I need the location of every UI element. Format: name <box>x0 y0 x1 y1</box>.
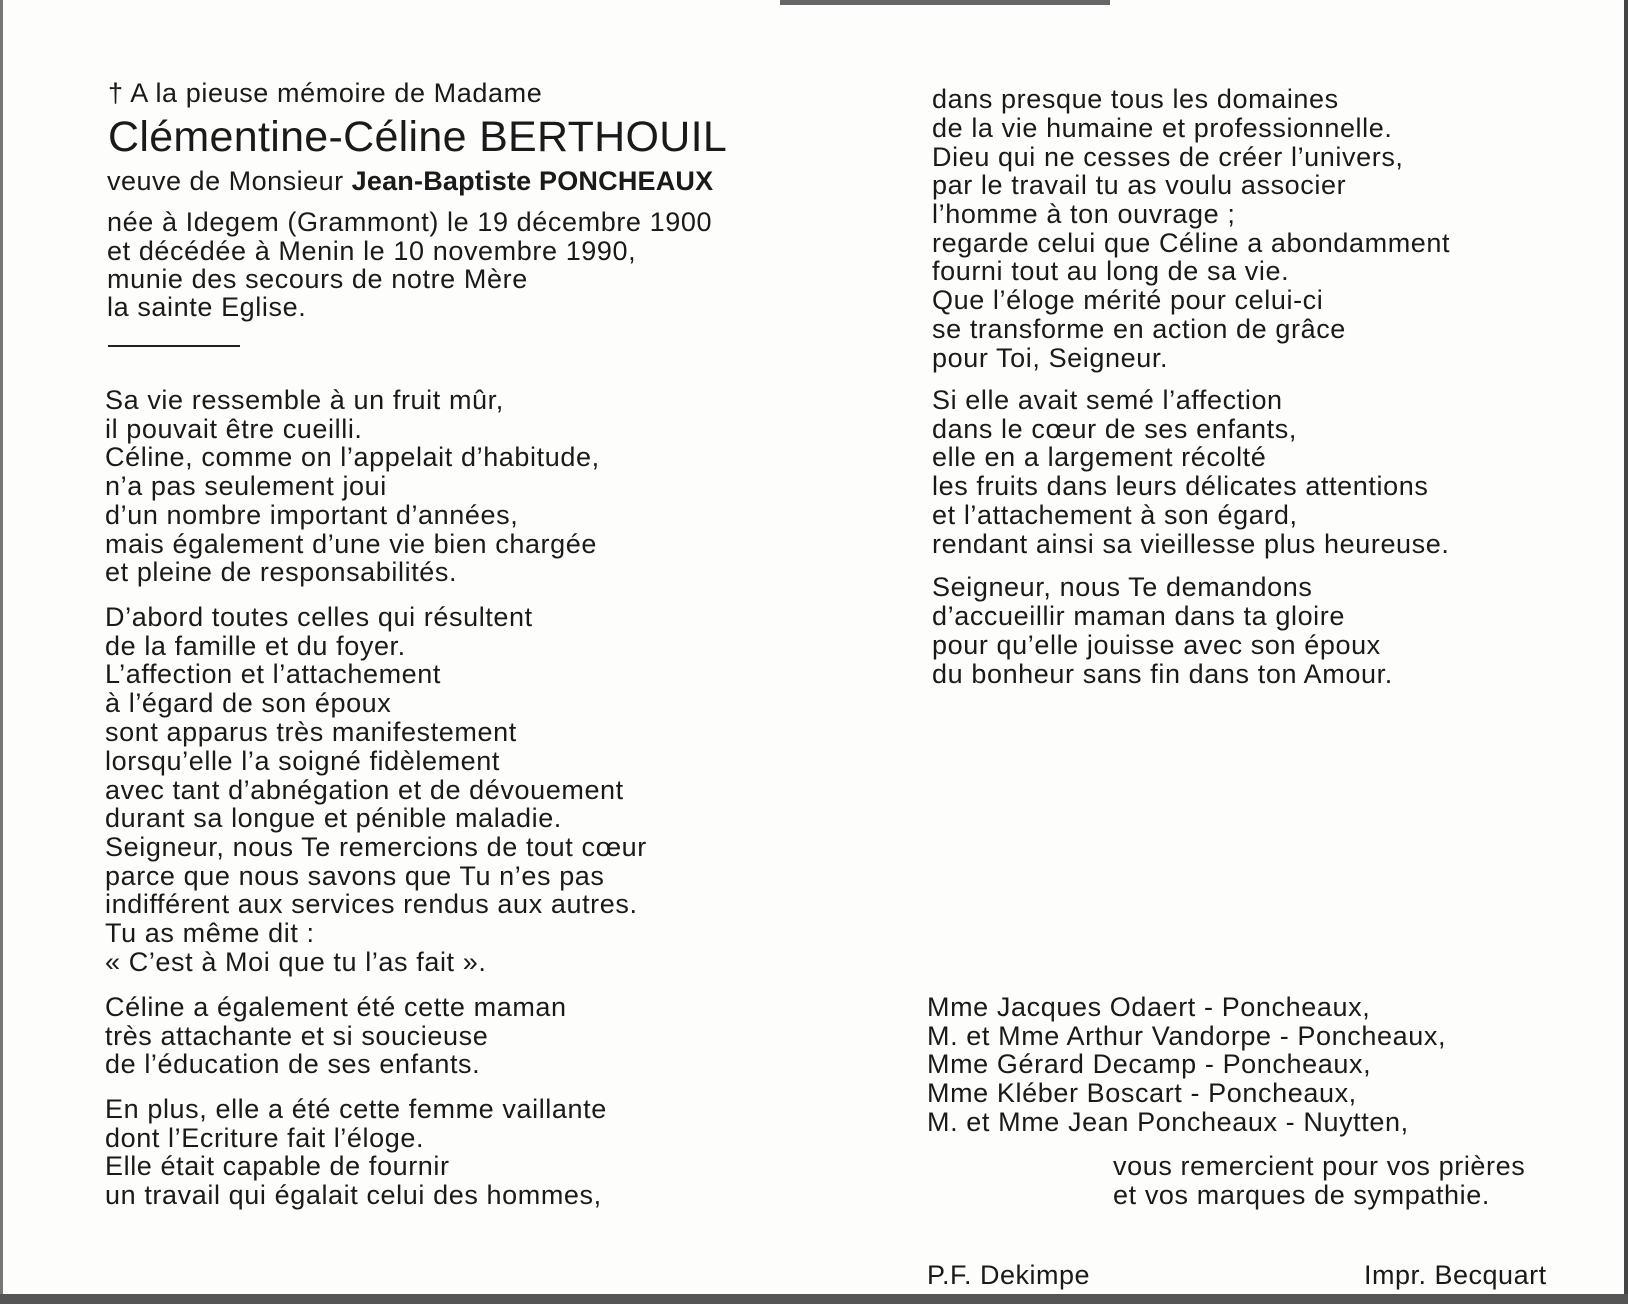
text-line: l’homme à ton ouvrage ; <box>932 199 1236 229</box>
text-line: Céline, comme on l’appelait d’habitude, <box>105 442 600 472</box>
text-line: pour qu’elle jouisse avec son époux <box>932 630 1381 660</box>
funeral-director: P.F. Dekimpe <box>927 1260 1091 1290</box>
text-line: indifférent aux services rendus aux autres. <box>105 889 638 919</box>
text-line: de la vie humaine et professionnelle. <box>932 113 1393 143</box>
text-line: rendant ainsi sa vieillesse plus heureuse. <box>932 529 1450 559</box>
text-line: du bonheur sans fin dans ton Amour. <box>932 659 1393 689</box>
text-line: les fruits dans leurs délicates attentions <box>932 471 1429 501</box>
text-line: et pleine de responsabilités. <box>105 557 458 587</box>
text-line: dans presque tous les domaines <box>932 84 1339 114</box>
widow-line <box>107 166 713 197</box>
deceased-name: Clémentine-Céline BERTHOUIL <box>108 113 728 161</box>
text-line: sont apparus très manifestement <box>105 717 517 747</box>
text-line: et l’attachement à son égard, <box>932 500 1298 530</box>
text-line: Tu as même dit : <box>105 918 315 948</box>
text-line: pour Toi, Seigneur. <box>932 343 1169 373</box>
family-member: Mme Gérard Decamp - Poncheaux, <box>927 1049 1372 1079</box>
text-line: Que l’éloge mérité pour celui-ci <box>932 285 1324 315</box>
text-line: n’a pas seulement joui <box>105 471 387 501</box>
card-edge-top <box>780 0 1110 5</box>
text-line: d’un nombre important d’années, <box>105 500 519 530</box>
text-line: elle en a largement récolté <box>932 442 1267 472</box>
text-line: lorsqu’elle l’a soigné fidèlement <box>105 746 501 776</box>
text-line: parce que nous savons que Tu n’es pas <box>105 861 605 891</box>
text-line: par le travail tu as voulu associer <box>932 170 1347 200</box>
death-line: et décédée à Menin le 10 novembre 1990, <box>107 236 637 266</box>
birth-line: née à Idegem (Grammont) le 19 décembre 1900 <box>107 207 713 237</box>
thanks-line: et vos marques de sympathie. <box>1113 1180 1490 1210</box>
card-edge-bottom <box>0 1294 1628 1304</box>
text-line: il pouvait être cueilli. <box>105 414 363 444</box>
separator-rule <box>108 345 240 347</box>
text-line: mais également d’une vie bien chargée <box>105 529 597 559</box>
text-line: fourni tout au long de sa vie. <box>932 256 1290 286</box>
text-line: dont l’Ecriture fait l’éloge. <box>105 1123 425 1153</box>
card-edge-right <box>1624 0 1628 1304</box>
family-member: Mme Kléber Boscart - Poncheaux, <box>927 1078 1357 1108</box>
text-line: Dieu qui ne cesses de créer l’univers, <box>932 142 1404 172</box>
text-line: à l’égard de son époux <box>105 688 392 718</box>
text-line: très attachante et si soucieuse <box>105 1021 489 1051</box>
thanks-line: vous remercient pour vos prières <box>1113 1151 1526 1181</box>
family-member: M. et Mme Arthur Vandorpe - Poncheaux, <box>927 1021 1447 1051</box>
text-line: Elle était capable de fournir <box>105 1151 450 1181</box>
text-line: dans le cœur de ses enfants, <box>932 414 1297 444</box>
text-line: Sa vie ressemble à un fruit mûr, <box>105 385 504 415</box>
family-member: M. et Mme Jean Poncheaux - Nuytten, <box>927 1107 1409 1137</box>
family-member: Mme Jacques Odaert - Poncheaux, <box>927 992 1371 1022</box>
widow-prefix: veuve de Monsieur <box>107 166 344 196</box>
widow-name: Jean-Baptiste PONCHEAUX <box>351 166 714 196</box>
text-line: durant sa longue et pénible maladie. <box>105 803 562 833</box>
church-line: la sainte Eglise. <box>107 292 307 322</box>
text-line: regarde celui que Céline a abondamment <box>932 228 1451 258</box>
text-line: Si elle avait semé l’affection <box>932 385 1283 415</box>
text-line: Seigneur, nous Te remercions de tout cœur <box>105 832 647 862</box>
card-edge-left <box>0 0 3 1304</box>
text-line: de la famille et du foyer. <box>105 631 406 661</box>
text-line: avec tant d’abnégation et de dévouement <box>105 775 624 805</box>
text-line: En plus, elle a été cette femme vaillante <box>105 1094 607 1124</box>
text-line: se transforme en action de grâce <box>932 314 1346 344</box>
text-line: L’affection et l’attachement <box>105 659 442 689</box>
text-line: « C’est à Moi que tu l’as fait ». <box>105 947 487 977</box>
sacrament-line: munie des secours de notre Mère <box>107 264 528 294</box>
text-line: d’accueillir maman dans ta gloire <box>932 601 1345 631</box>
intro-line: † A la pieuse mémoire de Madame <box>108 78 543 108</box>
text-line: Seigneur, nous Te demandons <box>932 572 1313 602</box>
text-line: un travail qui égalait celui des hommes, <box>105 1180 602 1210</box>
text-line: de l’éducation de ses enfants. <box>105 1049 481 1079</box>
text-line: Céline a également été cette maman <box>105 992 567 1022</box>
printer-credit: Impr. Becquart <box>1364 1260 1547 1290</box>
text-line: D’abord toutes celles qui résultent <box>105 602 533 632</box>
